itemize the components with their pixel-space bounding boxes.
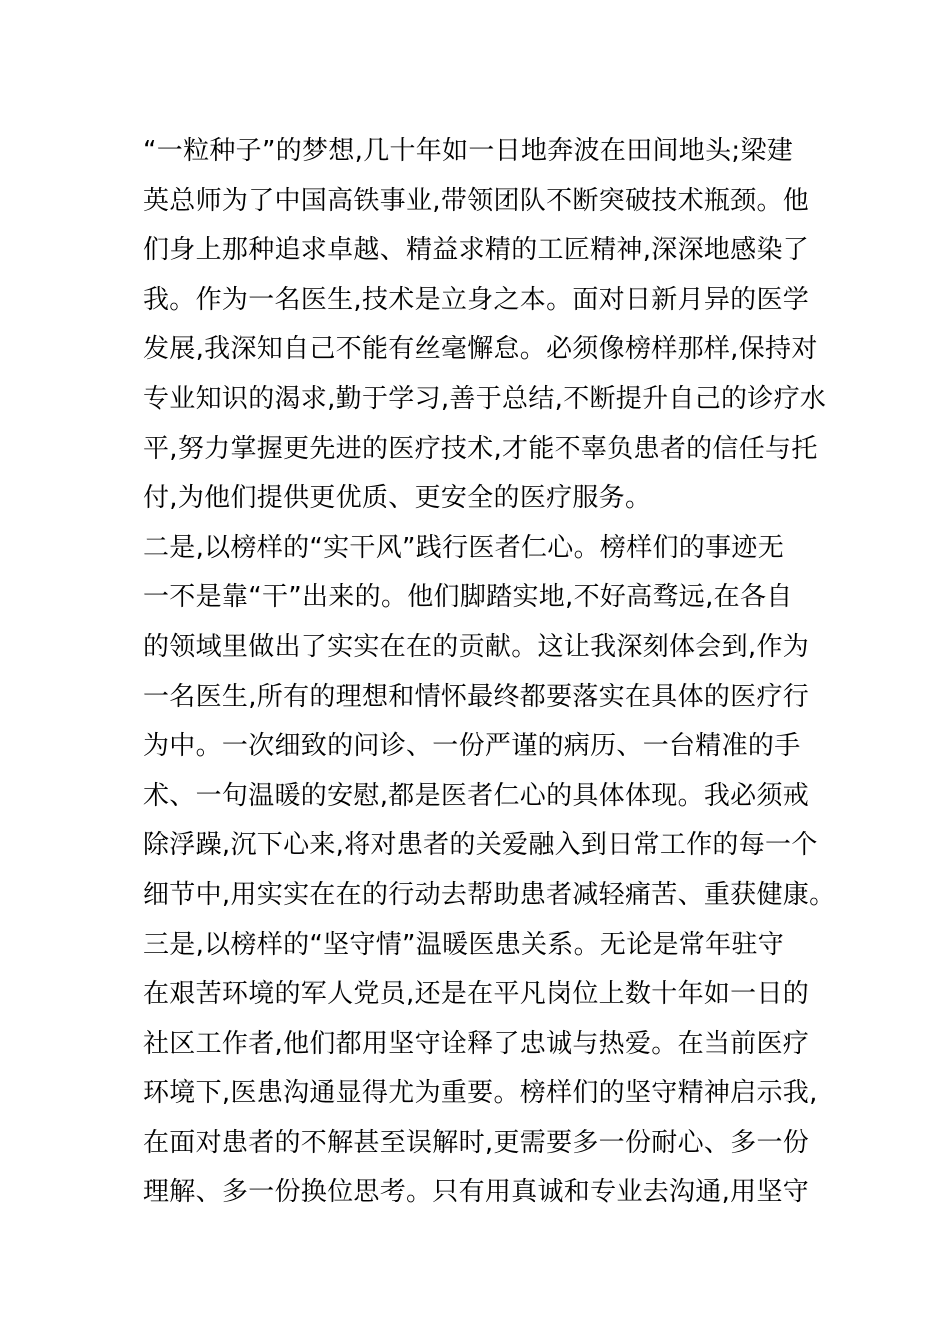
text-line: 环境下,医患沟通显得尤为重要。榜样们的坚守精神启示我, — [143, 1078, 818, 1109]
text-line: 英总师为了中国高铁事业,带领团队不断突破技术瓶颈。他 — [143, 185, 810, 216]
text-line: 专业知识的渴求,勤于学习,善于总结,不断提升自己的诊疗水 — [143, 383, 827, 414]
text-line: 一不是靠“干”出来的。他们脚踏实地,不好高骛远,在各自 — [143, 582, 793, 613]
text-line: 三是,以榜样的“坚守情”温暖医患关系。无论是常年驻守 — [143, 929, 785, 960]
text-line: 在面对患者的不解甚至误解时,更需要多一份耐心、多一份 — [143, 1127, 810, 1158]
text-line: 的领域里做出了实实在在的贡献。这让我深刻体会到,作为 — [143, 631, 810, 662]
text-line: 术、一句温暖的安慰,都是医者仁心的具体体现。我必须戒 — [143, 780, 810, 811]
text-line: 平,努力掌握更先进的医疗技术,才能不辜负患者的信任与托 — [143, 433, 818, 464]
text-line: 二是,以榜样的“实干风”践行医者仁心。榜样们的事迹无 — [143, 532, 785, 563]
text-line: 除浮躁,沉下心来,将对患者的关爱融入到日常工作的每一个 — [143, 830, 818, 861]
body-text — [143, 127, 836, 1218]
text-line: 发展,我深知自己不能有丝毫懈怠。必须像榜样那样,保持对 — [143, 334, 818, 365]
text-line: 在艰苦环境的军人党员,还是在平凡岗位上数十年如一日的 — [143, 979, 810, 1010]
text-line: 为中。一次细致的问诊、一份严谨的病历、一台精准的手 — [143, 731, 801, 762]
text-line: 一名医生,所有的理想和情怀最终都要落实在具体的医疗行 — [143, 681, 810, 712]
text-line: 理解、多一份换位思考。只有用真诚和专业去沟通,用坚守 — [143, 1177, 810, 1208]
text-line: 细节中,用实实在在的行动去帮助患者减轻痛苦、重获健康。 — [143, 879, 836, 910]
text-line: 付,为他们提供更优质、更安全的医疗服务。 — [143, 483, 652, 514]
text-line: “一粒种子”的梦想,几十年如一日地奔波在田间地头;梁建 — [143, 136, 794, 166]
text-line: 社区工作者,他们都用坚守诠释了忠诚与热爱。在当前医疗 — [143, 1028, 810, 1059]
text-line: 们身上那种追求卓越、精益求精的工匠精神,深深地感染了 — [143, 235, 810, 266]
text-line: 我。作为一名医生,技术是立身之本。面对日新月异的医学 — [143, 284, 810, 315]
